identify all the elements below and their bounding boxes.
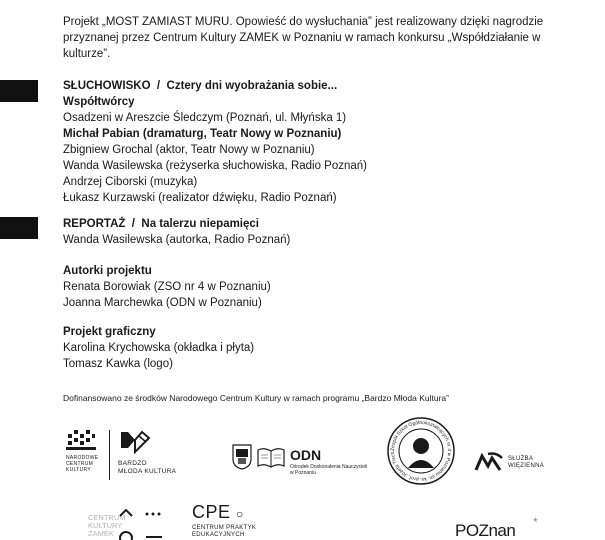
credit-line: Łukasz Kurzawski (realizator dźwięku, Radio Poznań) bbox=[63, 192, 337, 204]
section-marker bbox=[0, 80, 38, 102]
section-sluchowisko bbox=[63, 78, 367, 206]
credit-line: Wanda Wasilewska (autorka, Radio Poznań) bbox=[63, 234, 291, 246]
cpe-name: CPE bbox=[192, 502, 231, 522]
odn-desc: Ośrodek Doskonalenia Nauczycieli bbox=[290, 464, 368, 470]
logo-divider bbox=[109, 430, 110, 480]
nck-emblem-icon bbox=[66, 428, 96, 452]
funding-note: Dofinansowano ze środków Narodowego Centrum Kultury w ramach programu „Bardzo Młoda Kultura” bbox=[63, 393, 449, 403]
nck-text: CENTRUM bbox=[66, 461, 94, 467]
separator: / bbox=[156, 80, 161, 92]
section-graficzny bbox=[63, 324, 254, 372]
credit-line: Renata Borowiak (ZSO nr 4 w Poznaniu) bbox=[63, 281, 271, 293]
nck-logo bbox=[66, 428, 100, 473]
odn-logo bbox=[232, 444, 252, 470]
glyph-group bbox=[118, 506, 166, 540]
intro-paragraph: Projekt „MOST ZAMIAST MURU. Opowieść do wysłuchania” jest realizowany dzięki nagrodzie przyznanej przez Centrum Kultury ZAMEK w Poznaniu w ramach konkursu „Współdziałanie w kulturze”. bbox=[63, 16, 544, 60]
section-title: Autorki projektu bbox=[63, 265, 152, 277]
section-title: SŁUCHOWISKO bbox=[63, 80, 151, 92]
sw-text-line: WIĘZIENNA bbox=[508, 463, 545, 469]
section-reportaz bbox=[63, 216, 290, 248]
section-title: Projekt graficzny bbox=[63, 326, 156, 338]
circle-icon: ○ bbox=[236, 507, 244, 521]
bmk-text: BARDZO bbox=[118, 460, 147, 467]
cpe-desc: CENTRUM PRAKTYK bbox=[192, 525, 257, 531]
group-label: Współtwórcy bbox=[63, 96, 135, 108]
section-heading bbox=[63, 78, 367, 94]
bmk-logo bbox=[118, 428, 176, 476]
section-autorki bbox=[63, 263, 271, 311]
ckz-text: ZAMEK bbox=[88, 529, 114, 538]
ckz-text: CENTRUM bbox=[88, 513, 126, 522]
cpe-logo bbox=[192, 503, 256, 539]
section-marker bbox=[0, 217, 38, 239]
nck-text: NARODOWE bbox=[66, 455, 99, 461]
odn-name: ODN bbox=[290, 447, 322, 463]
sw-emblem-icon bbox=[474, 450, 504, 474]
odn-book bbox=[256, 446, 286, 470]
poznan-logo bbox=[455, 521, 515, 540]
sw-text-line: SŁUŻBA bbox=[508, 456, 534, 462]
odn-wordmark bbox=[290, 448, 367, 476]
zso-seal-text: Zespół Szkół Ogólnokształcących nr 4 w Poznaniu im. ks. prof. Józefa Tisch bbox=[389, 419, 453, 483]
glyph-icons bbox=[118, 506, 166, 540]
credit-line: Joanna Marchewka (ODN w Poznaniu) bbox=[63, 297, 262, 309]
zso-seal-logo bbox=[386, 416, 456, 486]
sw-text bbox=[508, 456, 544, 470]
open-book-icon bbox=[256, 446, 286, 470]
poznan-crest-icon bbox=[232, 444, 252, 470]
zso-seal-icon bbox=[386, 416, 456, 486]
asterisk-icon: * bbox=[533, 515, 538, 529]
credit-line: Wanda Wasilewska (reżyserka słuchowiska, Radio Poznań) bbox=[63, 160, 368, 172]
odn-desc: w Poznaniu bbox=[290, 470, 316, 476]
cpe-desc: EDUKACYJNYCH bbox=[192, 532, 245, 538]
poznan-wordmark: POZnan bbox=[455, 521, 516, 540]
nck-text: KULTURY bbox=[66, 467, 91, 473]
credit-line: Andrzej Ciborski (muzyka) bbox=[63, 176, 198, 188]
section-subtitle: Na talerzu niepamięci bbox=[141, 218, 259, 230]
bmk-heart-icon bbox=[118, 428, 152, 454]
bmk-text: MŁODA KULTURA bbox=[118, 468, 177, 475]
section-subtitle: Cztery dni wyobrażania sobie... bbox=[166, 80, 338, 92]
credit-line: Karolina Krychowska (okładka i płyta) bbox=[63, 342, 255, 354]
credit-line: Osadzeni w Areszcie Śledczym (Poznań, ul. Młyńska 1) bbox=[63, 112, 347, 124]
section-title: REPORTAŻ bbox=[63, 218, 126, 230]
credit-line: Michał Pabian (dramaturg, Teatr Nowy w Poznaniu) bbox=[63, 128, 342, 140]
section-heading bbox=[63, 216, 290, 232]
ckz-text: KULTURY bbox=[88, 521, 123, 530]
credit-line: Tomasz Kawka (logo) bbox=[63, 358, 173, 370]
sw-logo bbox=[474, 450, 504, 474]
credit-line: Zbigniew Grochal (aktor, Teatr Nowy w Poznaniu) bbox=[63, 144, 315, 156]
separator: / bbox=[131, 218, 135, 230]
